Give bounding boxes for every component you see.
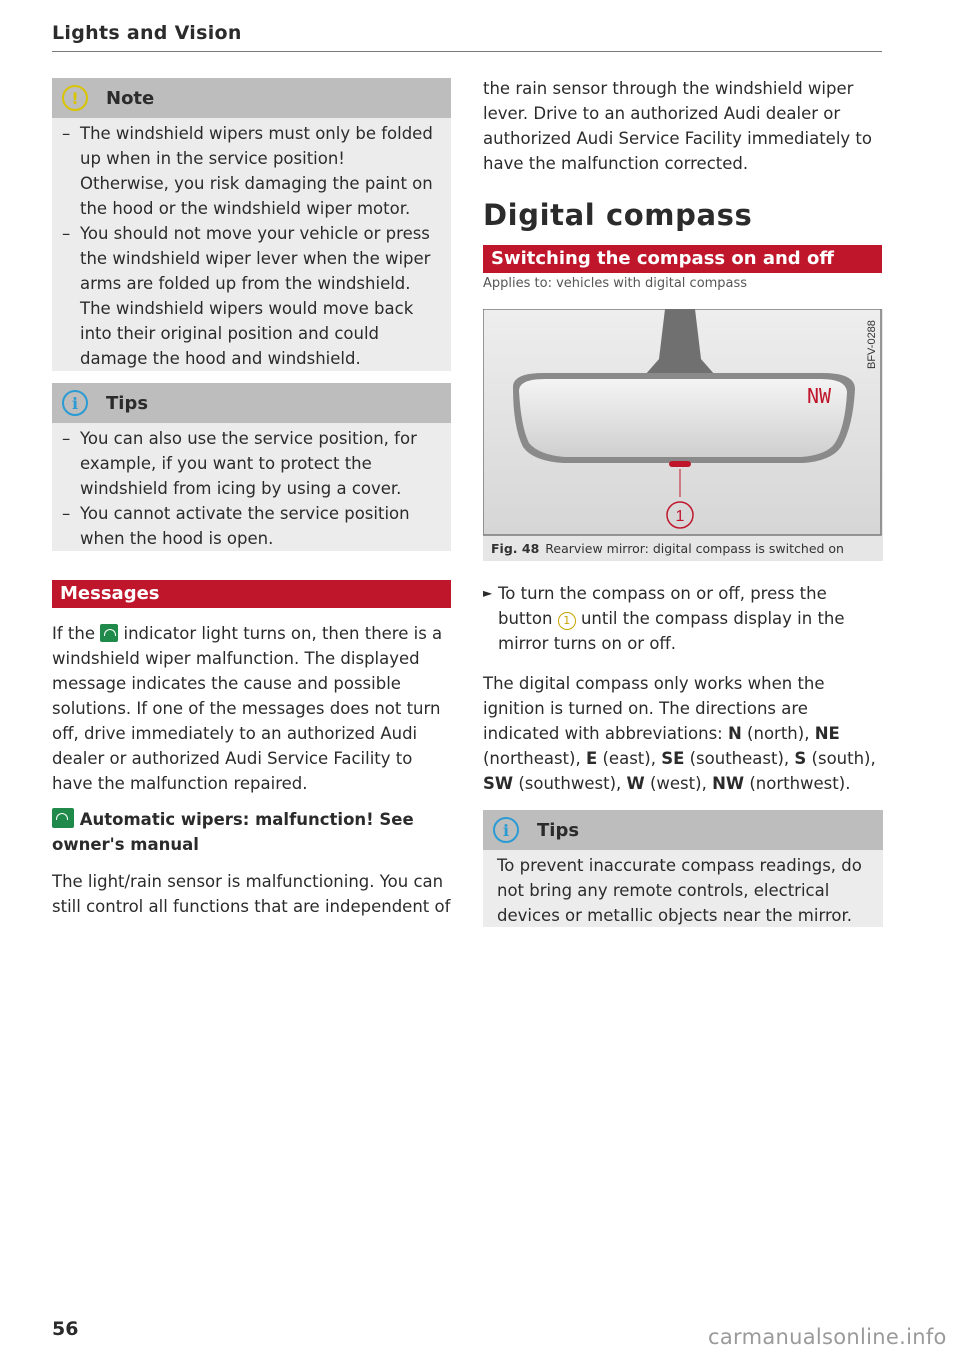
- info-icon: i: [62, 390, 88, 416]
- header-divider: [52, 51, 882, 52]
- figure-48: [483, 309, 883, 561]
- messages-paragraph: If the indicator light turns on, then there is a windshield wiper malfunction. The displayed message indicates the cause and possible solutions. If one of the messages does not turn off, drive immediately to an authorized Audi dealer or authorized Audi Service Facility to have the malfunction repaired.: [52, 624, 443, 793]
- page-header-title: Lights and Vision: [52, 22, 242, 44]
- note-box-header: [52, 78, 451, 118]
- watermark: carmanualsonline.info: [708, 1325, 947, 1349]
- wiper-warning-icon: [100, 624, 118, 642]
- direction-item: S (south),: [794, 749, 876, 768]
- note-body: [52, 118, 451, 379]
- direction-item: SE (southeast),: [661, 749, 790, 768]
- note-box: [52, 78, 451, 371]
- tips-item: – You can also use the service position, for example, if you want to protect the windshield from icing by using a cover.: [62, 429, 417, 498]
- compass-display: NW: [806, 384, 832, 408]
- callout-1-icon: 1: [558, 612, 576, 630]
- direction-item: SW (southwest),: [483, 774, 622, 793]
- rain-sensor-paragraph-continued: the rain sensor through the windshield wiper lever. Drive to an authorized Audi dealer or authorized Audi Service Facility immediately to have the malfunction corrected.: [483, 79, 872, 173]
- callout-number: 1: [675, 508, 685, 525]
- digital-compass-heading: Digital compass: [483, 198, 753, 232]
- figure-caption: Fig. 48 Rearview mirror: digital compass is switched on: [491, 541, 844, 556]
- note-item: – You should not move your vehicle or press the windshield wiper lever when the wiper arms are folded up from the windshield. The windshield wipers would move back into their original position and could damage the hood and windshield.: [62, 224, 431, 368]
- warning-message-heading: Automatic wipers: malfunction! See owner's manual: [52, 810, 414, 854]
- compass-tips-box: [483, 810, 883, 927]
- direction-item: E (east),: [585, 749, 656, 768]
- step-instruction: ► To turn the compass on or off, press the button 1 until the compass display in the mirror turns on or off.: [483, 581, 883, 656]
- direction-item: W (west),: [626, 774, 707, 793]
- rearview-mirror-illustration: [483, 309, 883, 537]
- tips-box: [52, 383, 451, 551]
- tips-box-header: [52, 383, 451, 423]
- messages-heading: Messages: [52, 580, 451, 608]
- tips-box-header: [483, 810, 883, 850]
- tips-item: – You cannot activate the service position when the hood is open.: [62, 504, 410, 548]
- direction-item: NE (northeast),: [483, 724, 840, 768]
- tips-title: Tips: [537, 819, 580, 841]
- tips-title: Tips: [106, 392, 149, 414]
- figure-code: BFV-0288: [866, 320, 878, 369]
- page-number: 56: [52, 1318, 79, 1340]
- switching-compass-heading: Switching the compass on and off: [483, 245, 882, 273]
- exclamation-icon: !: [62, 85, 88, 111]
- note-item: – The windshield wipers must only be folded up when in the service position! Otherwise, you risk damaging the paint on the hood or the windshield wiper motor.: [62, 124, 433, 218]
- direction-item: N (north),: [727, 724, 810, 743]
- direction-item: NW (northwest).: [712, 774, 851, 793]
- compass-tips-text: To prevent inaccurate compass readings, do not bring any remote controls, electrical devices or metallic objects near the mirror.: [497, 856, 862, 925]
- note-title: Note: [106, 87, 155, 109]
- applies-to: Applies to: vehicles with digital compass: [483, 276, 748, 291]
- tips-body: [52, 423, 451, 559]
- info-icon: i: [493, 817, 519, 843]
- directions-paragraph: The digital compass only works when the ignition is turned on. The directions are indicated with abbreviations: N (north), NE (northeast), E (east), SE (southeast), S (south), SW (southwest), W (west), NW (northwest).: [483, 674, 876, 793]
- rain-sensor-paragraph: The light/rain sensor is malfunctioning. You can still control all functions that are independent of: [52, 872, 451, 916]
- step-arrow-icon: ►: [483, 586, 493, 600]
- wiper-warning-icon: [52, 808, 74, 828]
